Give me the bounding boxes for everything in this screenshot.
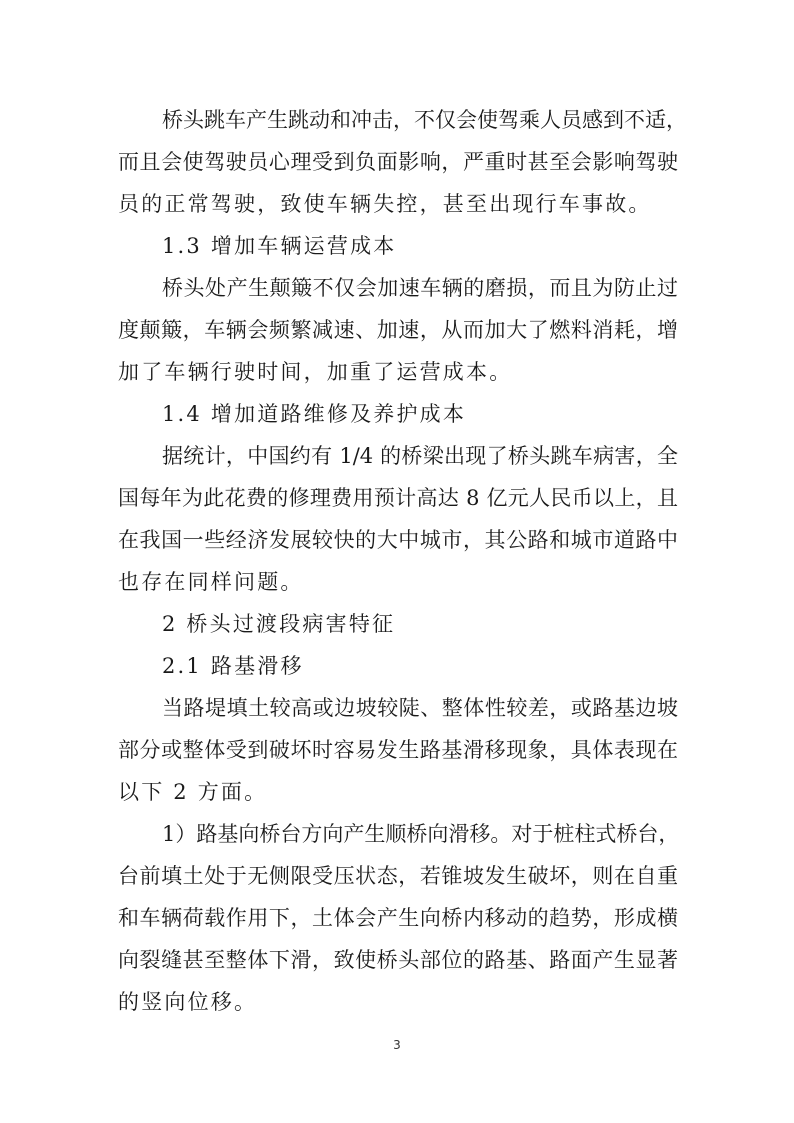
paragraph-3-line-4: 也存在同样问题。 [118,570,304,594]
paragraph-3-line-1: 据统计，中国约有 1/4 的桥梁出现了桥头跳车病害，全 [162,444,678,468]
paragraph-2-line-2: 度颠簸，车辆会频繁减速、加速，从而加大了燃料消耗，增 [118,318,678,342]
section-heading-1-3: 1.3 增加车辆运营成本 [162,234,397,258]
paragraph-5-line-2: 台前填土处于无侧限受压状态，若锥坡发生破坏，则在自重 [118,864,678,888]
paragraph-4-line-1: 当路堤填土较高或边坡较陡、整体性较差，或路基边坡 [162,696,678,720]
paragraph-5-line-5: 的竖向位移。 [118,990,258,1014]
paragraph-5-line-1: 1）路基向桥台方向产生顺桥向滑移。对于桩柱式桥台， [162,822,680,846]
paragraph-1-line-3: 员的正常驾驶，致使车辆失控，甚至出现行车事故。 [118,192,652,216]
paragraph-5-line-4: 向裂缝甚至整体下滑，致使桥头部位的路基、路面产生显著 [118,948,678,972]
section-heading-2: 2 桥头过渡段病害特征 [162,612,396,636]
paragraph-4-line-3: 以下 2 方面。 [118,780,268,804]
paragraph-2-line-1: 桥头处产生颠簸不仅会加速车辆的磨损，而且为防止过 [162,276,678,300]
section-heading-1-4: 1.4 增加道路维修及养护成本 [162,402,467,426]
paragraph-1-line-1: 桥头跳车产生跳动和冲击，不仅会使驾乘人员感到不适， [162,108,687,132]
paragraph-1-line-2: 而且会使驾驶员心理受到负面影响，严重时甚至会影响驾驶 [118,150,678,174]
paragraph-4-line-2: 部分或整体受到破坏时容易发生路基滑移现象，具体表现在 [118,738,678,762]
paragraph-3-line-3: 在我国一些经济发展较快的大中城市，其公路和城市道路中 [118,528,678,552]
paragraph-3-line-2: 国每年为此花费的修理费用预计高达 8 亿元人民币以上，且 [118,486,678,510]
paragraph-5-line-3: 和车辆荷载作用下，土体会产生向桥内移动的趋势，形成横 [118,906,678,930]
paragraph-2-line-3: 加了车辆行驶时间，加重了运营成本。 [118,360,513,384]
section-heading-2-1: 2.1 路基滑移 [162,654,304,678]
page-number: 3 [393,1038,401,1052]
